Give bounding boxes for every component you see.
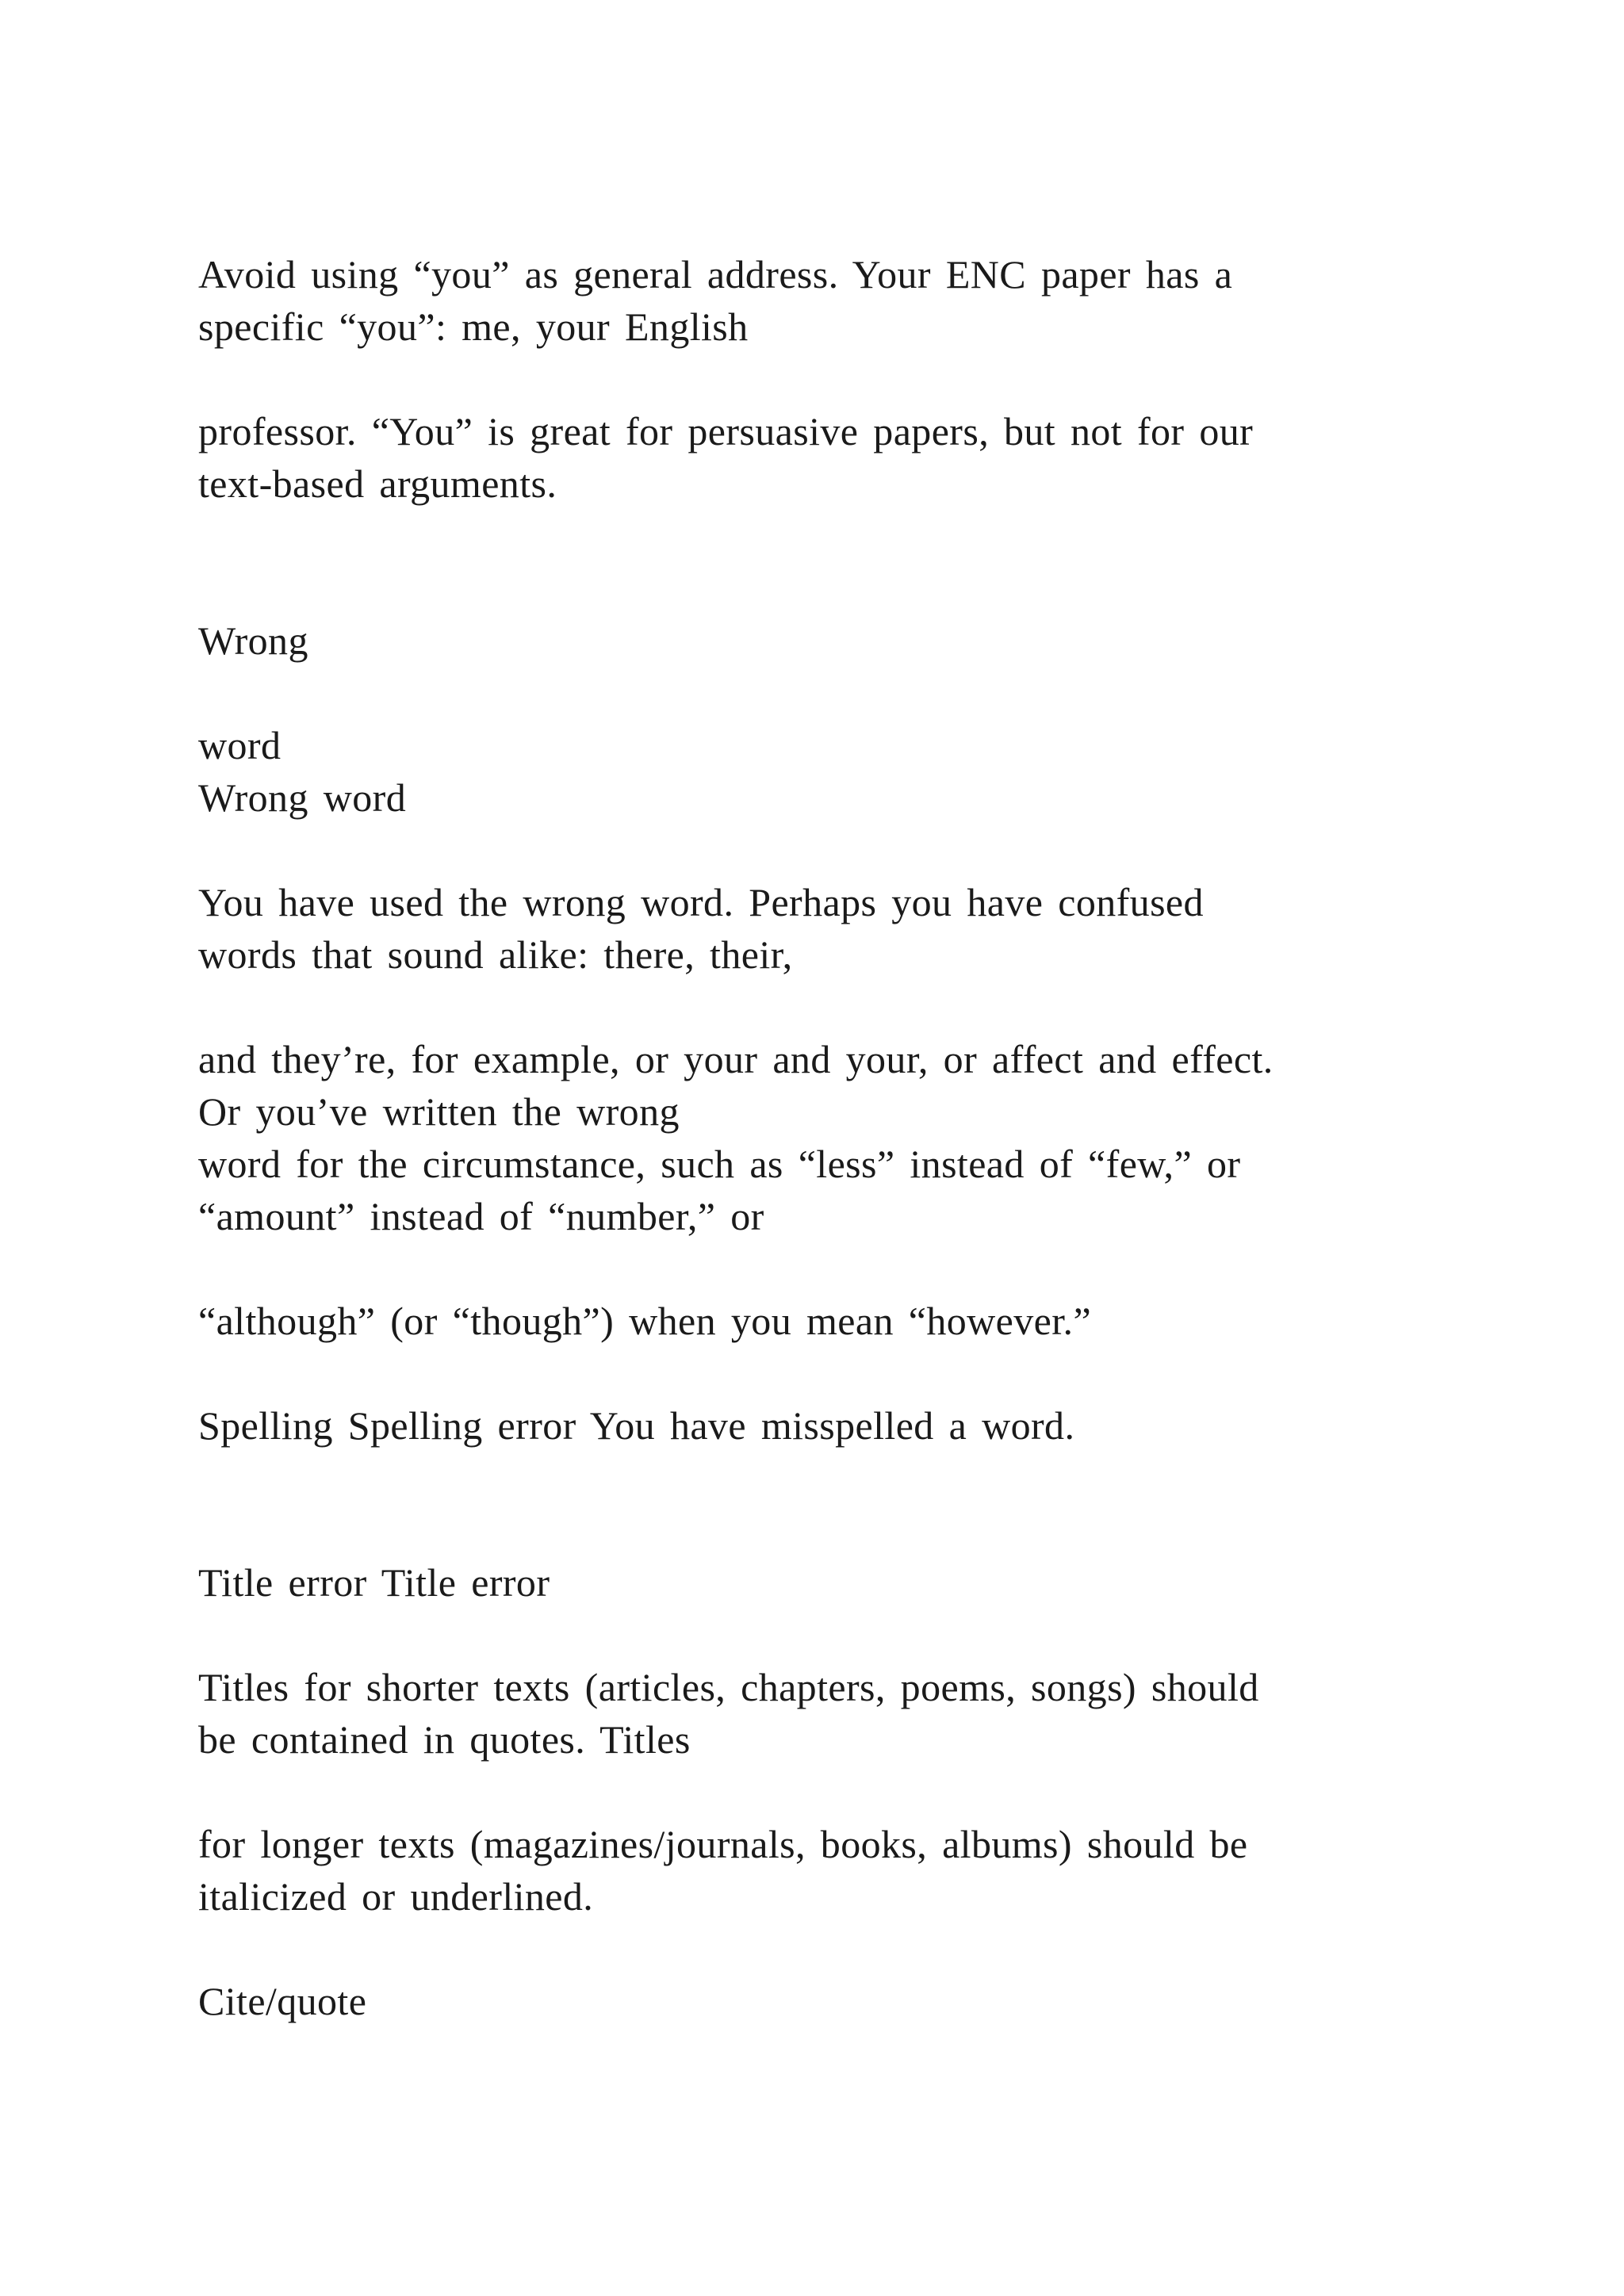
text-line-19: for longer texts (magazines/journals, books, albums) should be [198,1822,1248,1866]
text-line-16: Title error Title error [198,1560,550,1605]
text-line-15: Spelling Spelling error You have misspelled a word. [198,1403,1075,1448]
text-line-5: Wrong [198,618,308,663]
text-line-11: Or you’ve written the wrong [198,1089,680,1134]
text-line-1: Avoid using “you” as general address. Your ENC paper has a [198,252,1233,297]
text-line-17: Titles for shorter texts (articles, chapters, poems, songs) should [198,1665,1259,1709]
text-line-7: Wrong word [198,775,407,820]
text-line-2: specific “you”: me, your English [198,304,749,349]
text-line-13: “amount” instead of “number,” or [198,1194,764,1238]
text-line-9: words that sound alike: there, their, [198,932,793,977]
text-line-10: and they’re, for example, or your and your, or affect and effect. [198,1037,1274,1081]
text-line-12: word for the circumstance, such as “less” instead of “few,” or [198,1142,1241,1186]
text-line-8: You have used the wrong word. Perhaps you have confused [198,880,1204,924]
text-line-6: word [198,723,282,767]
text-line-14: “although” (or “though”) when you mean “however.” [198,1299,1092,1343]
text-line-4: text-based arguments. [198,461,557,506]
text-line-18: be contained in quotes. Titles [198,1717,691,1762]
text-line-3: professor. “You” is great for persuasive papers, but not for our [198,409,1254,453]
text-line-21: Cite/quote [198,1979,367,2023]
text-line-20: italicized or underlined. [198,1874,594,1919]
